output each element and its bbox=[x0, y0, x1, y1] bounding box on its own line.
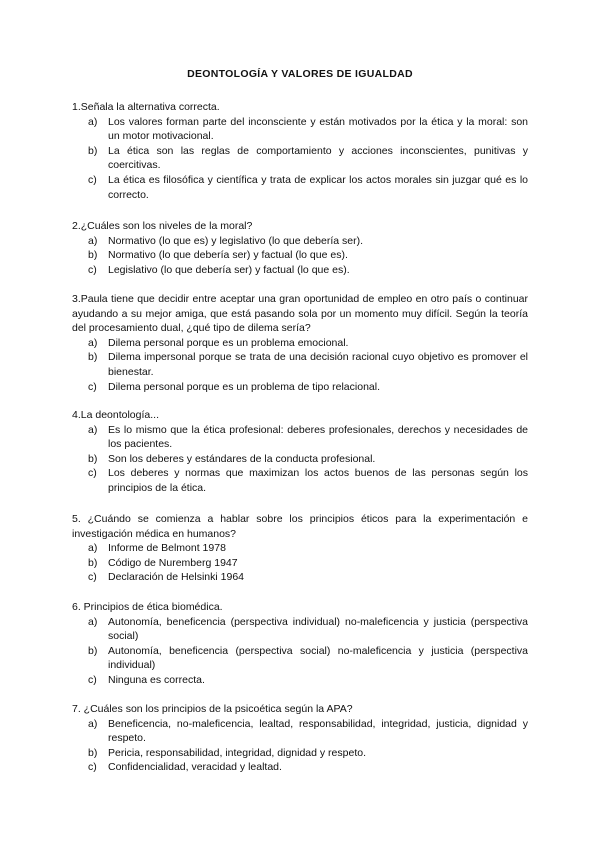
option-list bbox=[72, 717, 528, 775]
option-c bbox=[72, 673, 528, 688]
option-marker: b) bbox=[88, 249, 98, 262]
option-b bbox=[72, 556, 528, 571]
option-marker: a) bbox=[88, 234, 98, 247]
question-stem: 2.¿Cuáles son los niveles de la moral? bbox=[72, 220, 253, 232]
option-marker: b) bbox=[88, 556, 98, 569]
option-marker: a) bbox=[88, 542, 98, 555]
option-list bbox=[72, 115, 528, 203]
option-marker: b) bbox=[88, 746, 98, 759]
option-marker: b) bbox=[88, 644, 98, 657]
question-stem: 1.Señala la alternativa correcta. bbox=[72, 101, 220, 113]
option-text: Ninguna es correcta. bbox=[108, 673, 205, 686]
option-a bbox=[72, 615, 528, 644]
question-stem: 3.Paula tiene que decidir entre aceptar una gran oportunidad de empleo en otro país o continuar ayudando a su mejor amiga, que está pasando sola por un momento muy difícil. Según la teoría del procesamiento dual, ¿qué tipo de dilema sería? bbox=[72, 293, 528, 335]
option-marker: b) bbox=[88, 144, 98, 157]
option-list bbox=[72, 423, 528, 496]
question-4 bbox=[72, 408, 528, 496]
option-b bbox=[72, 248, 528, 263]
option-c bbox=[72, 466, 528, 495]
option-text: La ética es filosófica y científica y trata de explicar los actos morales sin juzgar qué es lo correcto. bbox=[108, 173, 528, 201]
option-c bbox=[72, 380, 528, 395]
option-text: Es lo mismo que la ética profesional: deberes profesionales, derechos y necesidades de los pacientes. bbox=[108, 423, 528, 451]
option-text: Autonomía, beneficencia (perspectiva individual) no-maleficencia y justicia (perspectiva social) bbox=[108, 615, 528, 643]
option-a bbox=[72, 234, 528, 249]
option-marker: c) bbox=[88, 380, 97, 393]
option-marker: a) bbox=[88, 423, 98, 436]
option-a bbox=[72, 423, 528, 452]
option-list bbox=[72, 541, 528, 585]
option-marker: a) bbox=[88, 615, 98, 628]
option-text: Dilema personal porque es un problema de tipo relacional. bbox=[108, 380, 380, 393]
option-text: Autonomía, beneficencia (perspectiva social) no-maleficencia y justicia (perspectiva individual) bbox=[108, 644, 528, 672]
option-list bbox=[72, 234, 528, 278]
option-text: La ética son las reglas de comportamiento y acciones inconscientes, punitivas y coercitivas. bbox=[108, 144, 528, 172]
option-marker: c) bbox=[88, 673, 97, 686]
question-stem: 7. ¿Cuáles son los principios de la psicoética según la APA? bbox=[72, 703, 353, 715]
option-text: Normativo (lo que debería ser) y factual (lo que es). bbox=[108, 249, 348, 262]
option-b bbox=[72, 746, 528, 761]
option-b bbox=[72, 144, 528, 173]
option-list bbox=[72, 615, 528, 688]
option-marker: c) bbox=[88, 761, 97, 774]
option-marker: c) bbox=[88, 467, 97, 480]
question-stem: 5. ¿Cuándo se comienza a hablar sobre los principios éticos para la experimentación e investigación médica en humanos? bbox=[72, 513, 528, 540]
option-b bbox=[72, 644, 528, 673]
option-c bbox=[72, 173, 528, 202]
option-c bbox=[72, 760, 528, 775]
option-a bbox=[72, 115, 528, 144]
option-marker: a) bbox=[88, 115, 98, 128]
question-6 bbox=[72, 600, 528, 688]
option-a bbox=[72, 541, 528, 556]
question-7 bbox=[72, 702, 528, 775]
option-text: Normativo (lo que es) y legislativo (lo que debería ser). bbox=[108, 234, 364, 247]
option-text: Código de Nuremberg 1947 bbox=[108, 556, 238, 569]
option-c bbox=[72, 263, 528, 278]
question-3 bbox=[72, 292, 528, 394]
option-marker: c) bbox=[88, 173, 97, 186]
option-marker: c) bbox=[88, 263, 97, 276]
question-5 bbox=[72, 512, 528, 585]
option-text: Son los deberes y estándares de la conducta profesional. bbox=[108, 452, 376, 465]
question-stem: 6. Principios de ética biomédica. bbox=[72, 601, 223, 613]
option-c bbox=[72, 570, 528, 585]
option-text: Declaración de Helsinki 1964 bbox=[108, 571, 244, 584]
option-marker: b) bbox=[88, 452, 98, 465]
option-text: Confidencialidad, veracidad y lealtad. bbox=[108, 761, 282, 774]
option-marker: a) bbox=[88, 717, 98, 730]
option-text: Pericia, responsabilidad, integridad, dignidad y respeto. bbox=[108, 746, 366, 759]
question-stem: 4.La deontología... bbox=[72, 409, 159, 421]
option-text: Los valores forman parte del inconsciente y están motivados por la ética y la moral: son un motor motivacional. bbox=[108, 115, 528, 143]
option-text: Legislativo (lo que debería ser) y factual (lo que es). bbox=[108, 263, 350, 276]
document-title: DEONTOLOGÍA Y VALORES DE IGUALDAD bbox=[187, 68, 413, 80]
question-2 bbox=[72, 219, 528, 277]
option-a bbox=[72, 717, 528, 746]
option-marker: a) bbox=[88, 336, 98, 349]
option-list bbox=[72, 336, 528, 394]
question-1 bbox=[72, 100, 528, 202]
option-b bbox=[72, 452, 528, 467]
option-marker: c) bbox=[88, 571, 97, 584]
option-text: Los deberes y normas que maximizan los actos buenos de las personas según los principios de la ética. bbox=[108, 467, 528, 494]
option-b bbox=[72, 350, 528, 379]
option-text: Dilema personal porque es un problema emocional. bbox=[108, 336, 349, 349]
option-text: Dilema impersonal porque se trata de una decisión racional cuyo objetivo es promover el bienestar. bbox=[108, 351, 528, 378]
option-text: Informe de Belmont 1978 bbox=[108, 542, 226, 555]
option-a bbox=[72, 336, 528, 351]
option-marker: b) bbox=[88, 351, 98, 364]
option-text: Beneficencia, no-maleficencia, lealtad, responsabilidad, integridad, justicia, dignidad y respeto. bbox=[108, 717, 528, 745]
